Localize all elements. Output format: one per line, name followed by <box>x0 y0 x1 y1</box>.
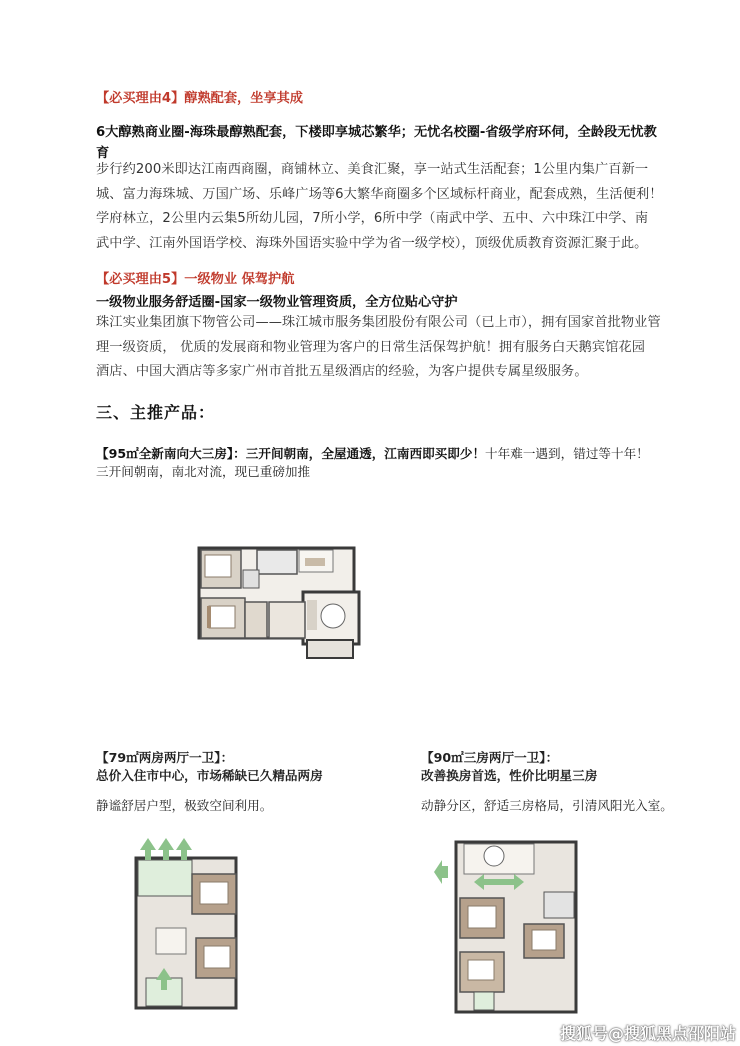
reason4-body-line: 武中学、江南外国语学校、海珠外国语实验中学为省一级学校），顶级优质教育资源汇聚于此。 <box>96 235 648 251</box>
product90-line2: 改善换房首选，性价比明星三房 <box>421 768 598 783</box>
product95-line2: 三开间朝南，南北对流，现已重磅加推 <box>96 464 311 479</box>
reason4-title: 【必买理由4】醇熟配套，坐享其成 <box>96 91 303 106</box>
reason5-title: 【必买理由5】一级物业 保驾护航 <box>96 272 295 287</box>
reason4-subtitle-line2: 育 <box>96 146 110 161</box>
reason4-body-line: 学府林立，2公里内云集5所幼儿园，7所小学，6所中学（南武中学、五中、六中珠江中学、南 <box>96 211 649 226</box>
product79-line2: 总价入住市中心，市场稀缺已久精品两房 <box>96 768 323 783</box>
reason4-subtitle-line1: 6大醇熟商业圈-海珠最醇熟配套，下楼即享城芯繁华；无忧名校圈-省级学府环伺，全龄段无忧教 <box>96 125 657 140</box>
reason5-body-line: 酒店、中国大酒店等多家广州市首批五星级酒店的经验，为客户提供专属星级服务。 <box>96 364 588 379</box>
reason4-body-line: 步行约200米即达江南西商圈，商铺林立、美食汇聚，享一站式生活配套；1公里内集广百新一 <box>96 162 649 177</box>
reason5-subtitle: 一级物业服务舒适圈-国家一级物业管理资质，全方位贴心守护 <box>96 295 458 310</box>
floorplan-79-image <box>126 838 256 1018</box>
product79-title: 【79㎡两房两厅一卫】： <box>96 750 234 765</box>
reason4-body <box>96 158 706 256</box>
watermark: 搜狐号@搜狐黑点邵阳站 <box>560 1024 737 1043</box>
section-title: 三、主推产品： <box>96 403 216 422</box>
reason5-body-line: 理一级资质， 优质的发展商和物业管理为客户的日常生活保驾护航！拥有服务白天鹅宾馆花园 <box>96 339 646 355</box>
floorplan-95-image <box>195 540 367 662</box>
product90-title: 【90㎡三房两厅一卫】： <box>421 750 559 765</box>
product95-title: 【95㎡全新南向大三房】：三开间朝南，全屋通透，江南西即买即少！ <box>96 446 486 461</box>
reason5-body-line: 珠江实业集团旗下物管公司——珠江城市服务集团股份有限公司（已上市），拥有国家首批物业管 <box>96 315 661 330</box>
product95-title-tail: 十年难一遇到，错过等十年！ <box>485 446 649 461</box>
reason4-body-line: 城、富力海珠城、万国广场、乐峰广场等6大繁华商圈多个区域标杆商业，配套成熟，生活便利！ <box>96 186 663 202</box>
floorplan-90-image <box>434 832 594 1020</box>
product79-line3: 静谧舒居户型，极致空间利用。 <box>96 798 273 813</box>
reason5-body <box>96 311 706 385</box>
product95-header <box>96 444 649 464</box>
product90-line3: 动静分区，舒适三房格局，引清风阳光入室。 <box>421 798 673 813</box>
